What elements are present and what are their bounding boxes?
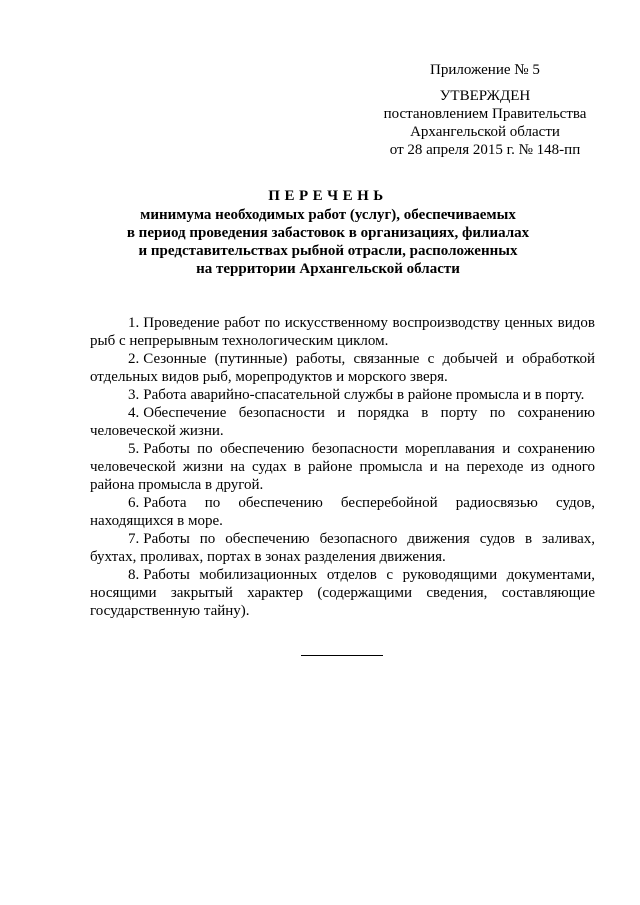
list-item-number: 3. [128, 387, 140, 403]
approval-line: от 28 апреля 2015 г. № 148-пп [389, 142, 581, 158]
document-subtitle-line: и представительствах рыбной отрасли, расположенных [138, 243, 518, 259]
document-title: ПЕРЕЧЕНЬ [268, 188, 388, 204]
list-item [90, 494, 595, 530]
document-subtitle-line: минимума необходимых работ (услуг), обеспечиваемых [140, 207, 516, 223]
document-subtitle-line: в период проведения забастовок в организациях, филиалах [126, 225, 530, 241]
list-item-number: 6. [128, 495, 140, 511]
document-title-block [100, 187, 556, 278]
approval-line: Архангельской области [410, 124, 560, 140]
approval-heading: УТВЕРЖДЕН [439, 88, 531, 104]
list-item-number: 8. [128, 567, 140, 583]
list-item [90, 440, 595, 494]
document-subtitle-line: на территории Архангельской области [196, 261, 460, 277]
list-item [90, 566, 595, 620]
list-item-number: 2. [128, 351, 140, 367]
list-item-text: Работа аварийно-спасательной службы в районе промысла и в порту. [143, 387, 585, 403]
list-item-text: Проведение работ по искусственному воспроизводству ценных видов рыб с непрерывным технологическим циклом. [90, 315, 595, 349]
list-item [90, 314, 595, 350]
list-item [90, 386, 595, 404]
list-item-number: 4. [128, 405, 140, 421]
list-item-number: 5. [128, 441, 140, 457]
list-item-text: Работы по обеспечению безопасного движения судов в заливах, бухтах, проливах, портах в зонах разделения движения. [90, 531, 595, 565]
list-item-number: 7. [128, 531, 140, 547]
appendix-label: Приложение № 5 [430, 62, 540, 78]
list-item [90, 350, 595, 386]
work-items-list [90, 314, 595, 620]
approval-line: постановлением Правительства [383, 106, 587, 122]
list-item [90, 404, 595, 440]
list-item [90, 530, 595, 566]
approval-block [360, 87, 610, 159]
list-item-text: Работы по обеспечению безопасности мореплавания и сохранению человеческой жизни на судах в районе промысла и на переходе из одного района промысла в другой. [90, 441, 595, 493]
list-item-text: Работы мобилизационных отделов с руководящими документами, носящими закрытый характер (содержащими сведения, составляющие государственную тайну). [90, 567, 595, 619]
list-item-number: 1. [128, 315, 140, 331]
list-item-text: Работа по обеспечению бесперебойной радиосвязью судов, находящихся в море. [90, 495, 595, 529]
list-item-text: Обеспечение безопасности и порядка в порту по сохранению человеческой жизни. [90, 405, 595, 439]
end-divider [301, 655, 383, 656]
list-item-text: Сезонные (путинные) работы, связанные с добычей и обработкой отдельных видов рыб, морепродуктов и морского зверя. [90, 351, 595, 385]
